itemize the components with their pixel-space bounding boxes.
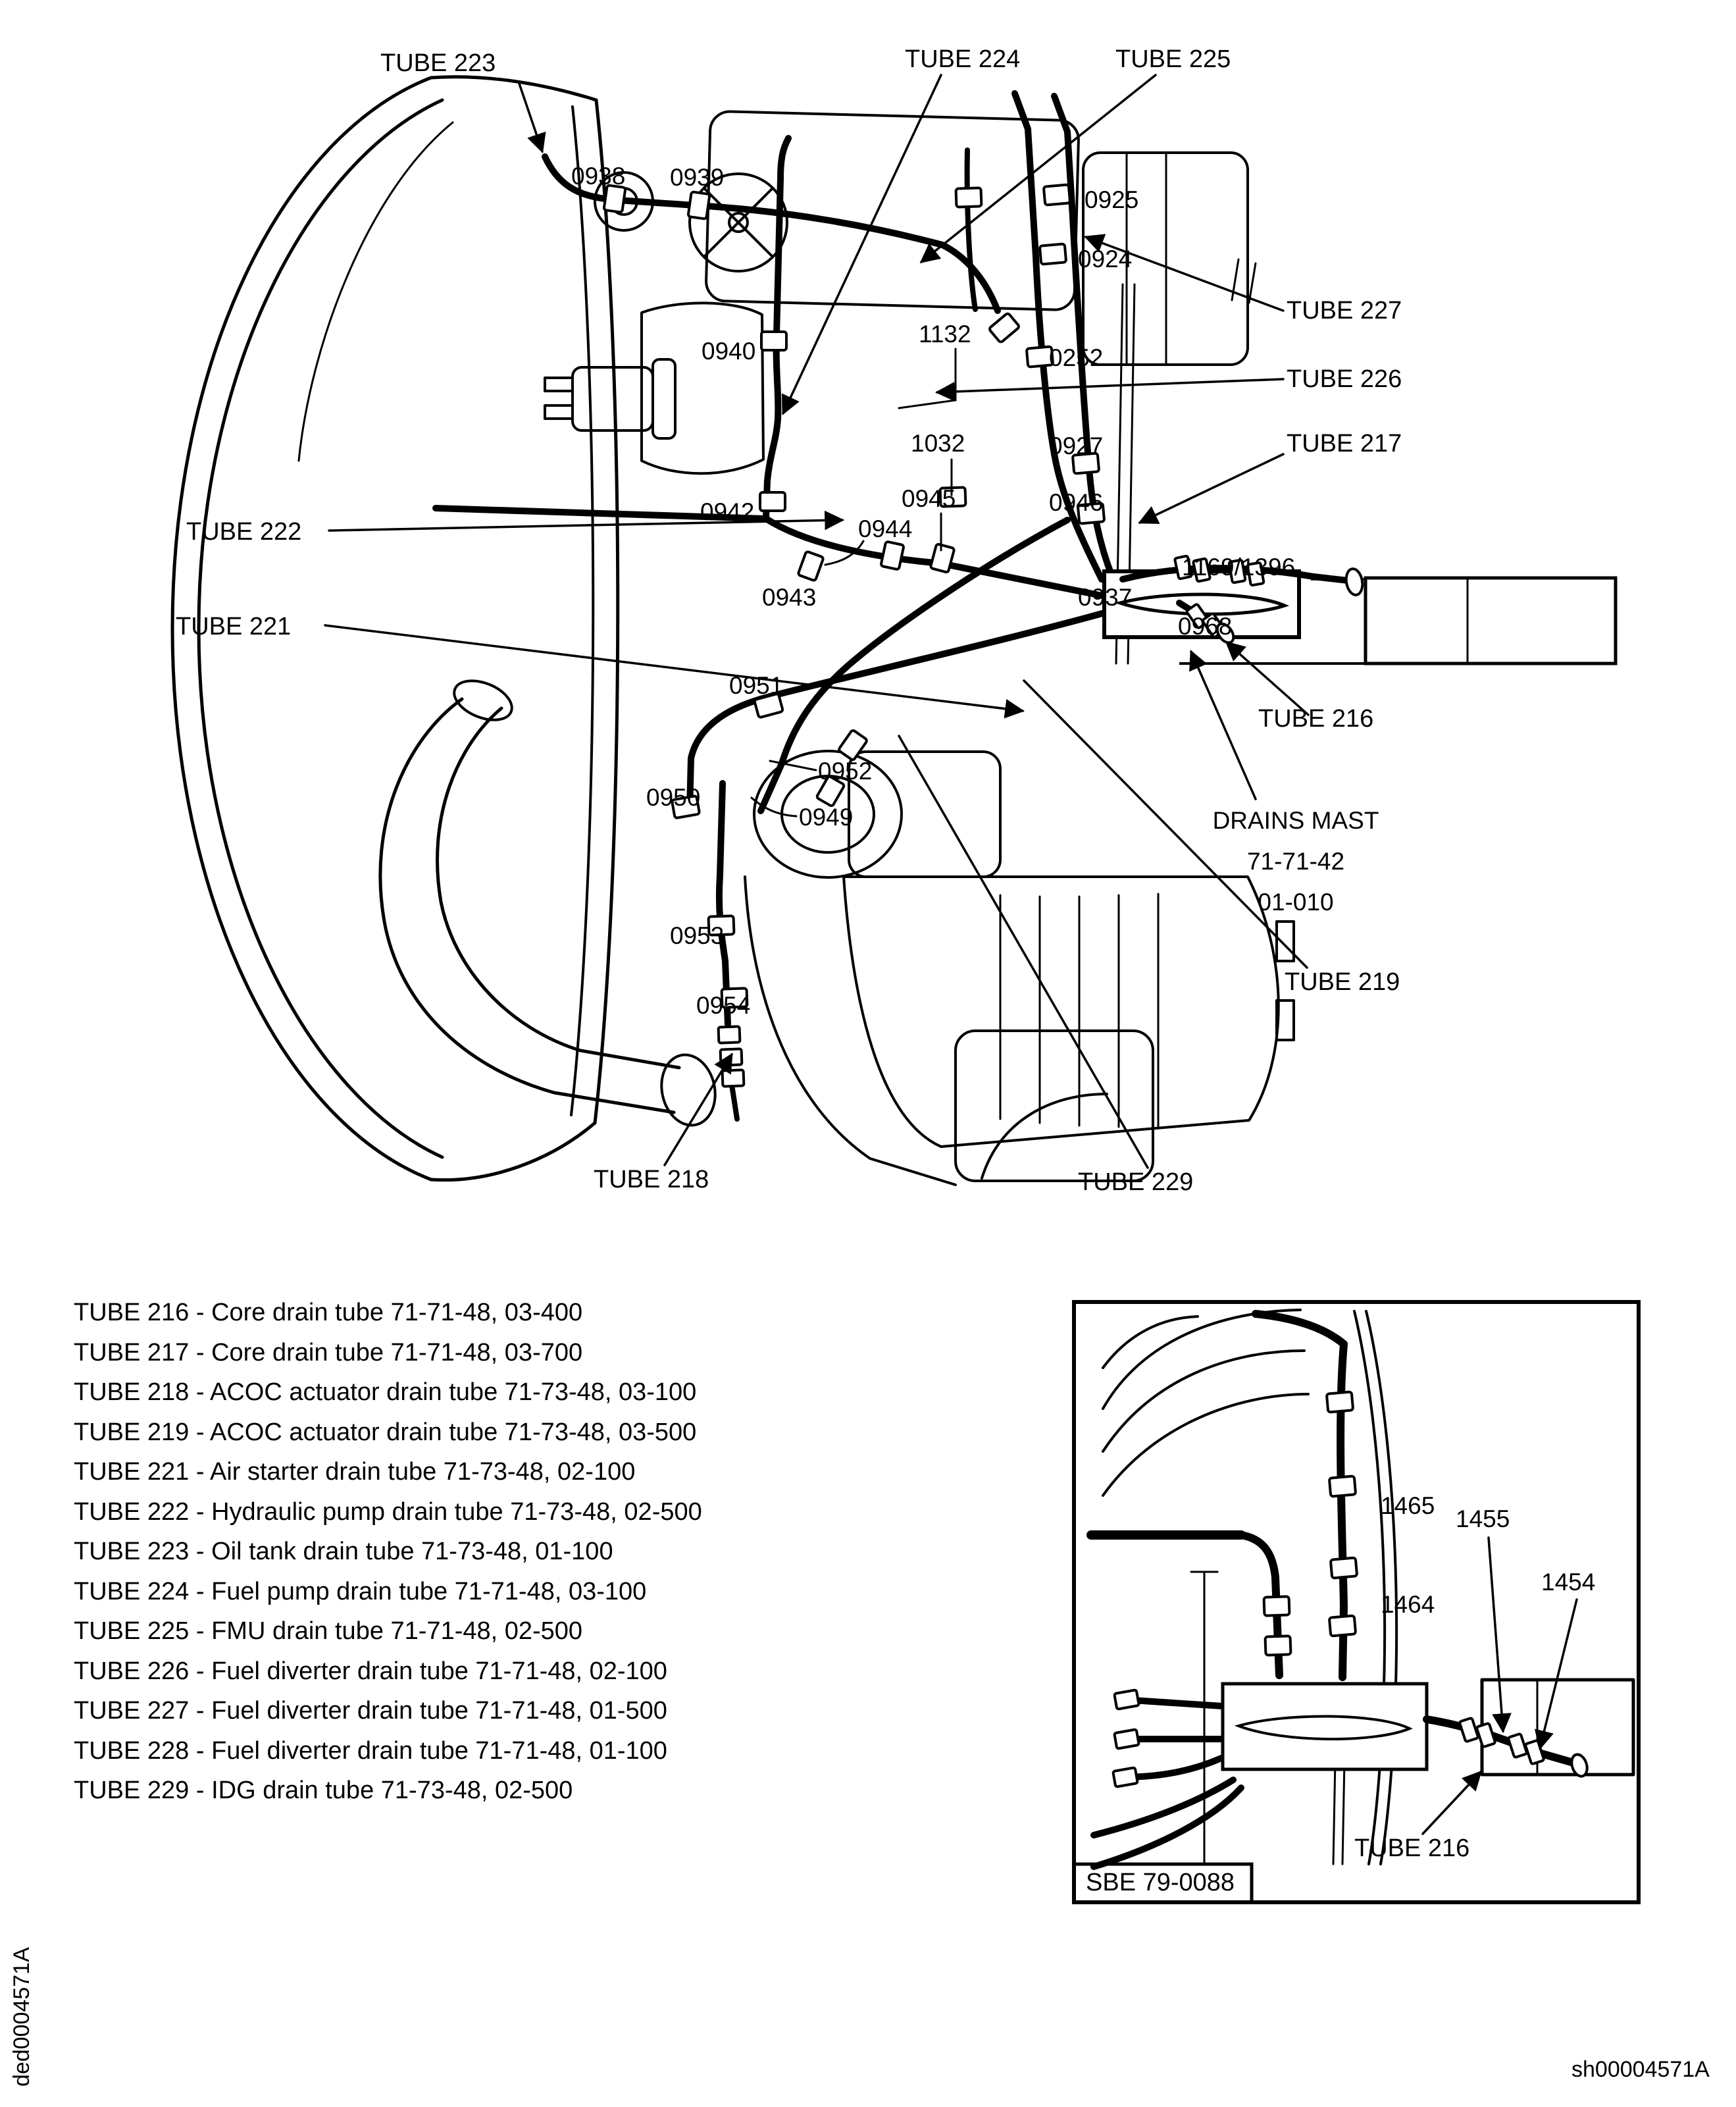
tube-223-leader-arrow [519,82,542,151]
left-margin-drawing-code: ded0004571A [9,1947,34,2087]
callout-0925: 0925 [1085,186,1139,213]
drains-mast-title: DRAINS MAST [1212,807,1379,834]
inset-1454-leader-arrow [1540,1600,1577,1748]
legend-line: TUBE 227 - Fuel diverter drain tube 71-71-48, 01-500 [74,1697,667,1725]
tube-218-label: TUBE 218 [594,1166,709,1193]
tube-218-leader-arrow [665,1054,732,1165]
legend-line: TUBE 226 - Fuel diverter drain tube 71-71-48, 02-100 [74,1657,667,1685]
callout-0944: 0944 [858,515,913,542]
legend-line: TUBE 223 - Oil tank drain tube 71-73-48, 01-100 [74,1538,613,1565]
legend-line: TUBE 219 - ACOC actuator drain tube 71-73-48, 03-500 [74,1418,697,1446]
tube-226-leader-arrow [937,379,1283,392]
tube-222-leader-arrow [329,520,842,531]
inset-tube-216-leader-arrow [1423,1772,1481,1834]
callout-0924: 0924 [1078,246,1133,273]
callout-0927: 0927 [1049,432,1104,459]
callout-1169-1396: 1169/1396 [1182,554,1296,581]
tube-225-label: TUBE 225 [1115,45,1231,73]
callout-1132-leader [899,349,956,408]
legend-line: TUBE 218 - ACOC actuator drain tube 71-73-48, 03-100 [74,1378,697,1406]
callout-0942: 0942 [700,498,755,525]
fuel-pump-tube [967,150,975,309]
callout-0952: 0952 [818,758,873,785]
tube-216-leader-arrow [1227,642,1308,715]
tube-223-label: TUBE 223 [380,49,496,77]
tube-226-label: TUBE 226 [1287,365,1402,393]
tube-224-label: TUBE 224 [905,45,1021,73]
callout-0938: 0938 [571,163,626,190]
inset-callout-1464: 1464 [1381,1591,1435,1618]
inset-callout-1454: 1454 [1541,1569,1596,1596]
callout-0945: 0945 [902,485,956,512]
callout-0949-leader [752,798,796,816]
drains-mast-label-block [1202,800,1390,923]
inset-callout-1465: 1465 [1381,1492,1435,1519]
callout-0950: 0950 [646,784,701,811]
tube-229-label: TUBE 229 [1078,1168,1194,1196]
inset-callout-1455: 1455 [1456,1505,1510,1532]
bottom-right-sheet-code: sh00004571A [1571,2057,1710,2082]
inset-caption: SBE 79-0088 [1086,1869,1235,1896]
tube-217-leader-arrow [1140,454,1283,523]
inset-tube-216-label: TUBE 216 [1354,1834,1470,1862]
legend-line: TUBE 224 - Fuel pump drain tube 71-71-48, 03-100 [74,1577,647,1605]
legend-line: TUBE 216 - Core drain tube 71-71-48, 03-400 [74,1299,583,1326]
callout-1032: 1032 [911,430,965,457]
tube-222-label: TUBE 222 [186,518,302,546]
tube-224-leader-arrow [783,75,941,413]
callout-0954: 0954 [696,992,751,1019]
tube-221-leader-arrow [325,625,1023,711]
legend-line: TUBE 229 - IDG drain tube 71-73-48, 02-500 [74,1777,573,1804]
inset-1455-leader-arrow [1489,1538,1503,1731]
callout-0951: 0951 [729,672,784,699]
legend-line: TUBE 221 - Air starter drain tube 71-73-48, 02-100 [74,1458,636,1486]
callout-0937: 0937 [1078,584,1133,611]
tube-221-label: TUBE 221 [176,613,292,640]
legend-line: TUBE 217 - Core drain tube 71-71-48, 03-700 [74,1338,583,1366]
callout-0252: 0252 [1049,344,1104,371]
drains-mast-leader-arrow [1191,652,1256,799]
tube-221-path [690,612,1107,811]
tube-225-leader-arrow [921,75,1156,262]
legend-line: TUBE 225 - FMU drain tube 71-71-48, 02-500 [74,1617,583,1645]
callout-0946: 0946 [1049,489,1104,516]
inset-manifold [1223,1684,1427,1769]
tube-216-label: TUBE 216 [1258,705,1374,733]
tube-217-label: TUBE 217 [1287,430,1402,457]
callout-0940: 0940 [702,338,756,365]
drains-mast-chapter: 71-71-42 [1246,848,1345,875]
tube-227-label: TUBE 227 [1287,297,1402,325]
callout-0943: 0943 [762,584,817,611]
callout-0953: 0953 [670,922,725,949]
tube-229-leader [899,736,1148,1168]
tube-219-label: TUBE 219 [1285,968,1400,996]
legend-line: TUBE 222 - Hydraulic pump drain tube 71-73-48, 02-500 [74,1497,702,1526]
callout-0968: 0968 [1178,613,1233,640]
legend-line: TUBE 228 - Fuel diverter drain tube 71-71-48, 01-100 [74,1736,667,1765]
callout-0939: 0939 [670,164,725,191]
tube-legend [74,1293,702,1811]
drains-mast-figure: 01-010 [1258,889,1334,916]
callout-0949: 0949 [799,804,854,831]
callout-1132: 1132 [919,321,971,348]
